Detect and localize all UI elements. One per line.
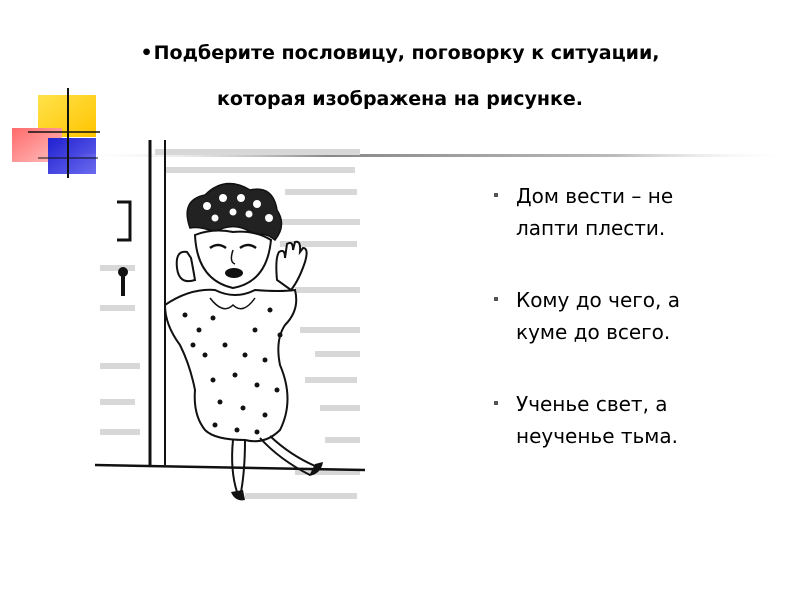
proverb-line-2: неученье тьма. — [516, 424, 679, 448]
bullet-dot-icon — [494, 193, 498, 197]
list-item — [488, 388, 778, 452]
slide-title — [40, 30, 760, 122]
bullet-dot-icon — [494, 401, 498, 405]
list-item — [488, 180, 778, 244]
proverb-line-1: Ученье свет, а — [516, 392, 668, 416]
proverb-line-1: Кому до чего, а — [516, 288, 680, 312]
title-bullet: • — [140, 42, 153, 64]
list-item — [488, 284, 778, 348]
proverb-line-2: куме до всего. — [516, 320, 671, 344]
bullet-dot-icon — [494, 297, 498, 301]
proverb-line-1: Дом вести – не — [516, 184, 674, 208]
title-line-1-text: Подберите пословицу, поговорку к ситуации, — [153, 42, 660, 64]
proverb-line-2: лапти плести. — [516, 216, 666, 240]
woman-peeking-illustration — [95, 140, 370, 518]
title-line-2: которая изображена на рисунке. — [217, 88, 583, 110]
title-line-1 — [40, 30, 760, 76]
proverb-list — [488, 180, 778, 492]
